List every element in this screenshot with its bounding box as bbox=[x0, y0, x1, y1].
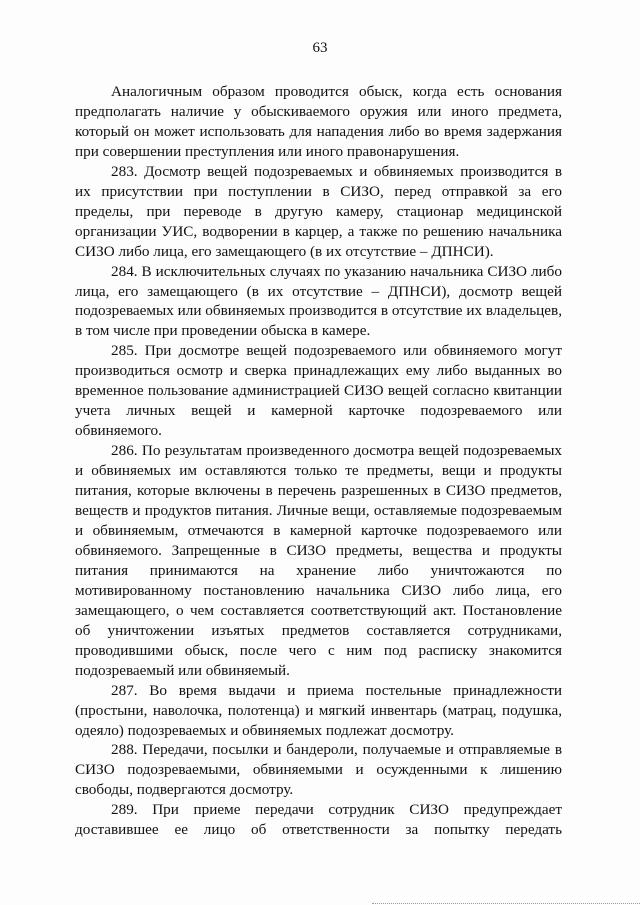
paragraph-283: 283. Досмотр вещей подозреваемых и обвиняемых производится в их присутствии при поступлении в СИЗО, перед отправкой за его пределы, при переводе в другую камеру, стационар медицинской организации УИС, водворении в карцер, а также по решению начальника СИЗО либо лица, его замещающего (в их отсутствие – ДПНСИ). bbox=[75, 162, 562, 260]
paragraph-289: 289. При приеме передачи сотрудник СИЗО предупреждает доставившее ее лицо об ответственности за попытку передать bbox=[75, 801, 562, 839]
paragraph-284: 284. В исключительных случаях по указанию начальника СИЗО либо лица, его замещающего (в их отсутствие – ДПНСИ), досмотр вещей подозреваемых или обвиняемых производится в отсутствие их владельцев, в том числе при проведении обыска в камере. bbox=[75, 262, 562, 340]
paragraph-285: 285. При досмотре вещей подозреваемого или обвиняемого могут производиться осмотр и сверка принадлежащих ему либо выданных во временное пользование администрацией СИЗО вещей согласно квитанции учета личных вещей и камерной карточке подозреваемого или обвиняемого. bbox=[75, 342, 562, 440]
paragraph-287: 287. Во время выдачи и приема постельные принадлежности (простыни, наволочка, полотенца) и мягкий инвентарь (матрац, подушка, одеяло) подозреваемых и обвиняемых подлежат досмотру. bbox=[75, 681, 562, 739]
page-number: 63 bbox=[312, 40, 328, 56]
document-body bbox=[75, 82, 562, 840]
paragraph-search-intro: Аналогичным образом проводится обыск, когда есть основания предполагать наличие у обыскиваемого оружия или иного предмета, который он может использовать для нападения либо во время задержания при совершении преступления или иного правонарушения. bbox=[75, 83, 562, 160]
paragraph-286: 286. По результатам произведенного досмотра вещей подозреваемых и обвиняемых им оставляются только те предметы, вещи и продукты питания, которые включены в перечень разрешенных в СИЗО предметов, веществ и продуктов питания. Личные вещи, оставляемые подозреваемым и обвиняемым, отмечаются в камерной карточке подозреваемого или обвиняемого. Запрещенные в СИЗО предметы, вещества и продукты питания принимаются на хранение либо уничтожаются по мотивированному постановлению начальника СИЗО либо лица, его замещающего, о чем составляется соответствующий акт. Постановление об уничтожении изъятых предметов составляется сотрудниками, проводившими обыск, после чего с ним под расписку знакомится подозреваемый или обвиняемый. bbox=[75, 442, 562, 679]
paragraph-288: 288. Передачи, посылки и бандероли, получаемые и отправляемые в СИЗО подозреваемыми, обвиняемыми и осужденными к лишению свободы, подвергаются досмотру. bbox=[75, 741, 562, 799]
